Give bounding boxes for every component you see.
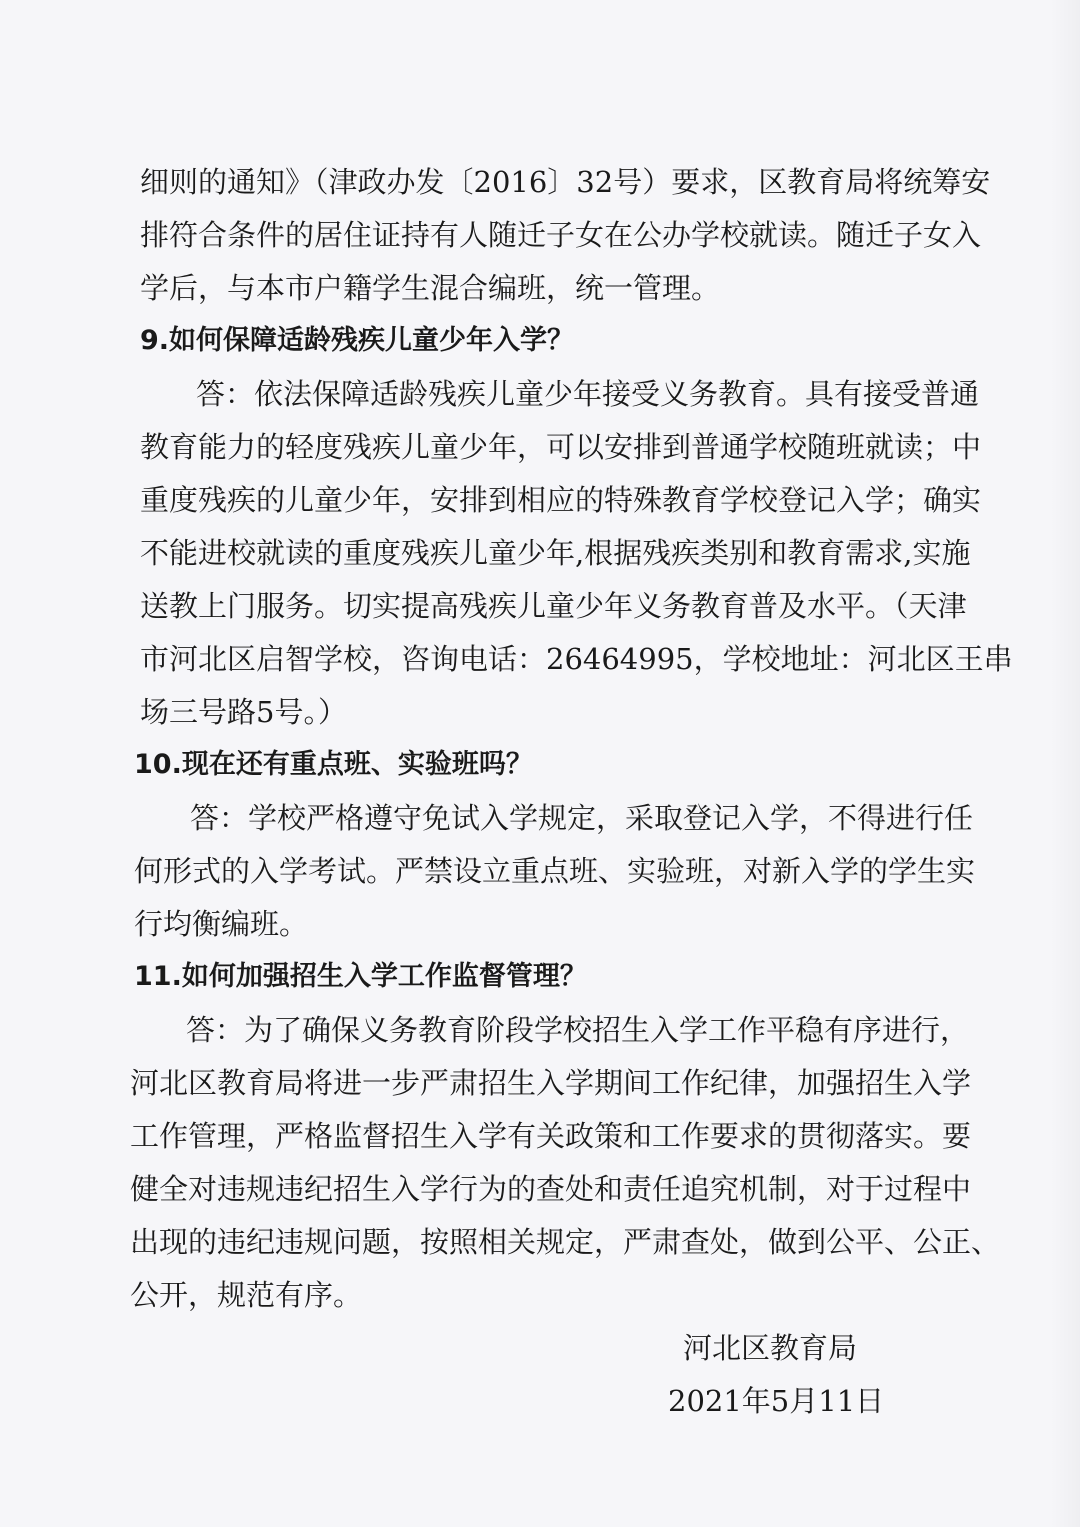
question-10-heading: 10.现在还有重点班、实验班吗？ xyxy=(134,749,533,780)
answer-9-line: 教育能力的轻度残疾儿童少年，可以安排到普通学校随班就读；中 xyxy=(140,430,982,464)
signature-org: 河北区教育局 xyxy=(683,1331,858,1365)
signature-date: 2021年5月11日 xyxy=(668,1384,885,1418)
paragraph-line: 学后，与本市户籍学生混合编班，统一管理。 xyxy=(140,271,721,305)
answer-11-line: 健全对违规违纪招生入学行为的查处和责任追究机制，对于过程中 xyxy=(130,1172,972,1206)
answer-9-line: 市河北区启智学校，咨询电话：26464995，学校地址：河北区王串 xyxy=(140,642,1013,676)
answer-11-line: 出现的违纪违规问题，按照相关规定，严肃查处，做到公平、公正、 xyxy=(130,1225,1001,1259)
answer-10-line: 答：学校严格遵守免试入学规定，采取登记入学，不得进行任 xyxy=(190,801,974,835)
answer-10-line: 行均衡编班。 xyxy=(134,907,309,941)
answer-9-line: 答：依法保障适龄残疾儿童少年接受义务教育。具有接受普通 xyxy=(196,377,980,411)
paragraph-line: 排符合条件的居住证持有人随迁子女在公办学校就读。随迁子女入 xyxy=(140,218,982,252)
answer-10-line: 何形式的入学考试。严禁设立重点班、实验班，对新入学的学生实 xyxy=(134,854,976,888)
answer-9-line: 不能进校就读的重度残疾儿童少年,根据残疾类别和教育需求,实施 xyxy=(140,536,971,570)
question-9-heading: 9.如何保障适龄残疾儿童少年入学？ xyxy=(140,325,575,356)
answer-11-line: 公开，规范有序。 xyxy=(130,1278,363,1312)
page-edge-shadow xyxy=(1050,0,1080,1527)
question-11-heading: 11.如何加强招生入学工作监督管理？ xyxy=(134,961,587,992)
paragraph-line: 细则的通知》（津政办发〔2016〕32号）要求，区教育局将统筹安 xyxy=(140,165,991,199)
answer-9-line: 场三号路5号。） xyxy=(140,695,347,729)
answer-9-line: 送教上门服务。切实提高残疾儿童少年义务教育普及水平。（天津 xyxy=(140,589,967,623)
answer-11-line: 河北区教育局将进一步严肃招生入学期间工作纪律，加强招生入学 xyxy=(130,1066,972,1100)
answer-11-line: 工作管理，严格监督招生入学有关政策和工作要求的贯彻落实。要 xyxy=(130,1119,972,1153)
answer-9-line: 重度残疾的儿童少年，安排到相应的特殊教育学校登记入学；确实 xyxy=(140,483,982,517)
answer-11-line: 答：为了确保义务教育阶段学校招生入学工作平稳有序进行， xyxy=(186,1013,970,1047)
